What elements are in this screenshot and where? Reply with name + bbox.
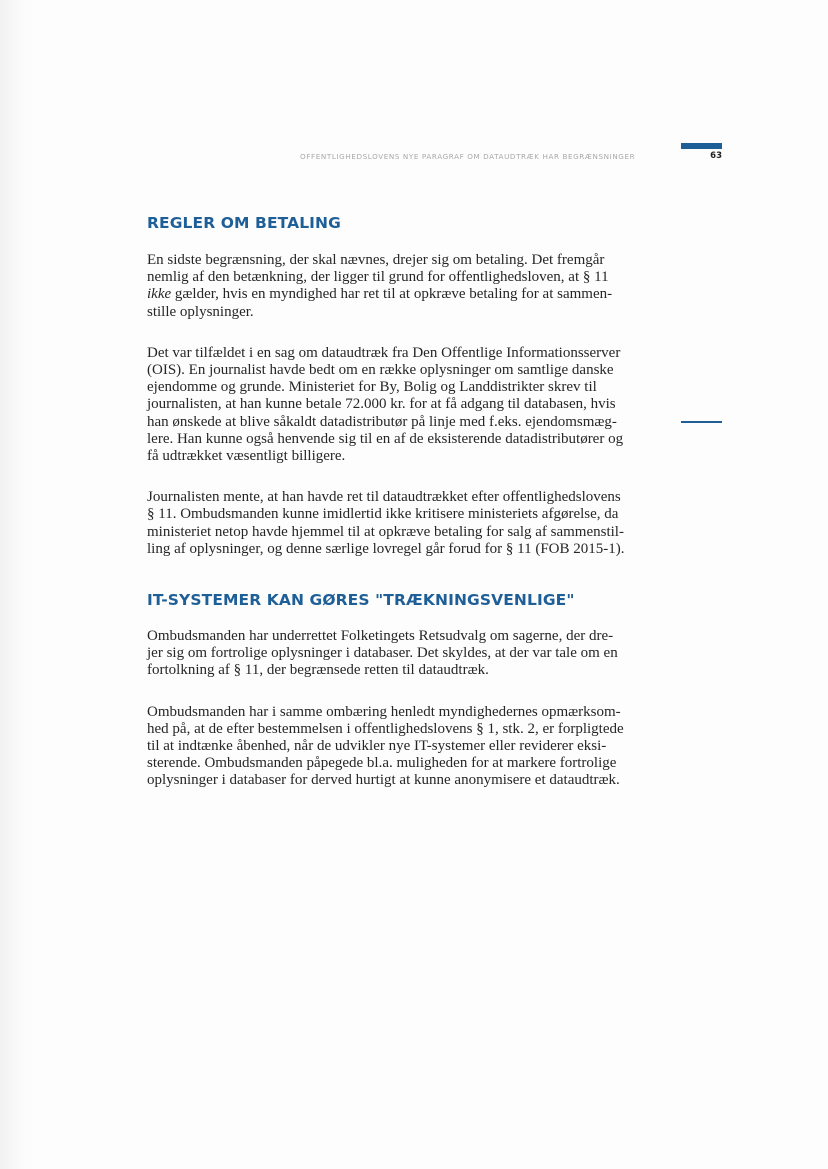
text-line: han ønskede at blive såkaldt datadistributør på linje med f.eks. ejendomsmæg- (147, 413, 617, 430)
text-line: lere. Han kunne også henvende sig til en af de eksisterende datadistributører og (147, 430, 624, 447)
running-header: OFFENTLIGHEDSLOVENS NYE PARAGRAF OM DATAUDTRÆK HAR BEGRÆNSNINGER (300, 152, 636, 161)
scan-edge-shadow (0, 0, 36, 1169)
page-number: 63 (710, 151, 722, 161)
text-line: ejendomme og grunde. Ministeriet for By, Bolig og Landdistrikter skrev til (147, 379, 597, 396)
text-line: jer sig om fortrolige oplysninger i databaser. Det skyldes, at der var tale om en (147, 645, 618, 662)
text-line: fortolkning af § 11, der begrænsede retten til dataudtræk. (147, 662, 489, 679)
text-line: stille oplysninger. (147, 303, 254, 320)
text-line: (OIS). En journalist havde bedt om en række oplysninger om samtlige danske (147, 362, 614, 379)
text-line: § 11. Ombudsmanden kunne imidlertid ikke kritisere ministeriets afgørelse, da (147, 506, 619, 523)
text-line: ling af oplysninger, og denne særlige lovregel går forud for § 11 (FOB 2015-1). (147, 540, 625, 557)
paragraph-aabenhed (147, 704, 647, 790)
text-line: Journalisten mente, at han havde ret til dataudtrækket efter offentlighedslovens (147, 489, 621, 506)
page-tab-marker (681, 143, 722, 149)
text-line: Ombudsmanden har i samme ombæring henledt myndighedernes opmærksom- (147, 703, 621, 720)
text-line: oplysninger i databaser for derved hurtigt at kunne anonymisere et dataudtræk. (147, 772, 620, 789)
section-heading-betaling: REGLER OM BETALING (147, 214, 341, 232)
text-line: Det var tilfældet i en sag om dataudtræk fra Den Offentlige Informationsserver (147, 344, 621, 361)
text-line: sterende. Ombudsmanden påpegede bl.a. muligheden for at markere fortrolige (147, 755, 617, 772)
text-line: gælder, hvis en myndighed har ret til at opkræve betaling for at sammen- (171, 286, 613, 303)
paragraph-betaling-intro (147, 252, 647, 321)
paragraph-retsudvalg (147, 628, 647, 680)
text-line: Ombudsmanden har underrettet Folketingets Retsudvalg om sagerne, der dre- (147, 628, 614, 645)
emphasis-ikke: ikke (147, 286, 172, 303)
text-line: nemlig af den betænkning, der ligger til grund for offentlighedsloven, at § 11 (147, 269, 609, 286)
paragraph-ois-case (147, 345, 647, 465)
text-line: ministeriet netop havde hjemmel til at opkræve betaling for salg af sammenstil- (147, 523, 624, 540)
margin-rule (681, 421, 722, 423)
text-line: journalisten, at han kunne betale 72.000 kr. for at få adgang til databasen, hvis (147, 396, 616, 413)
paragraph-ombudsman-decision (147, 489, 647, 558)
text-line: En sidste begrænsning, der skal nævnes, drejer sig om betaling. Det fremgår (147, 252, 605, 268)
page-body (147, 214, 647, 790)
text-line: til at indtænke åbenhed, når de udvikler nye IT-systemer eller reviderer eksi- (147, 738, 607, 755)
section-heading-it-systemer: IT-SYSTEMER KAN GØRES "TRÆKNINGSVENLIGE" (147, 591, 575, 610)
text-line: hed på, at de efter bestemmelsen i offentlighedslovens § 1, stk. 2, er forpligtede (147, 720, 624, 737)
text-line: få udtrækket væsentligt billigere. (147, 448, 346, 465)
